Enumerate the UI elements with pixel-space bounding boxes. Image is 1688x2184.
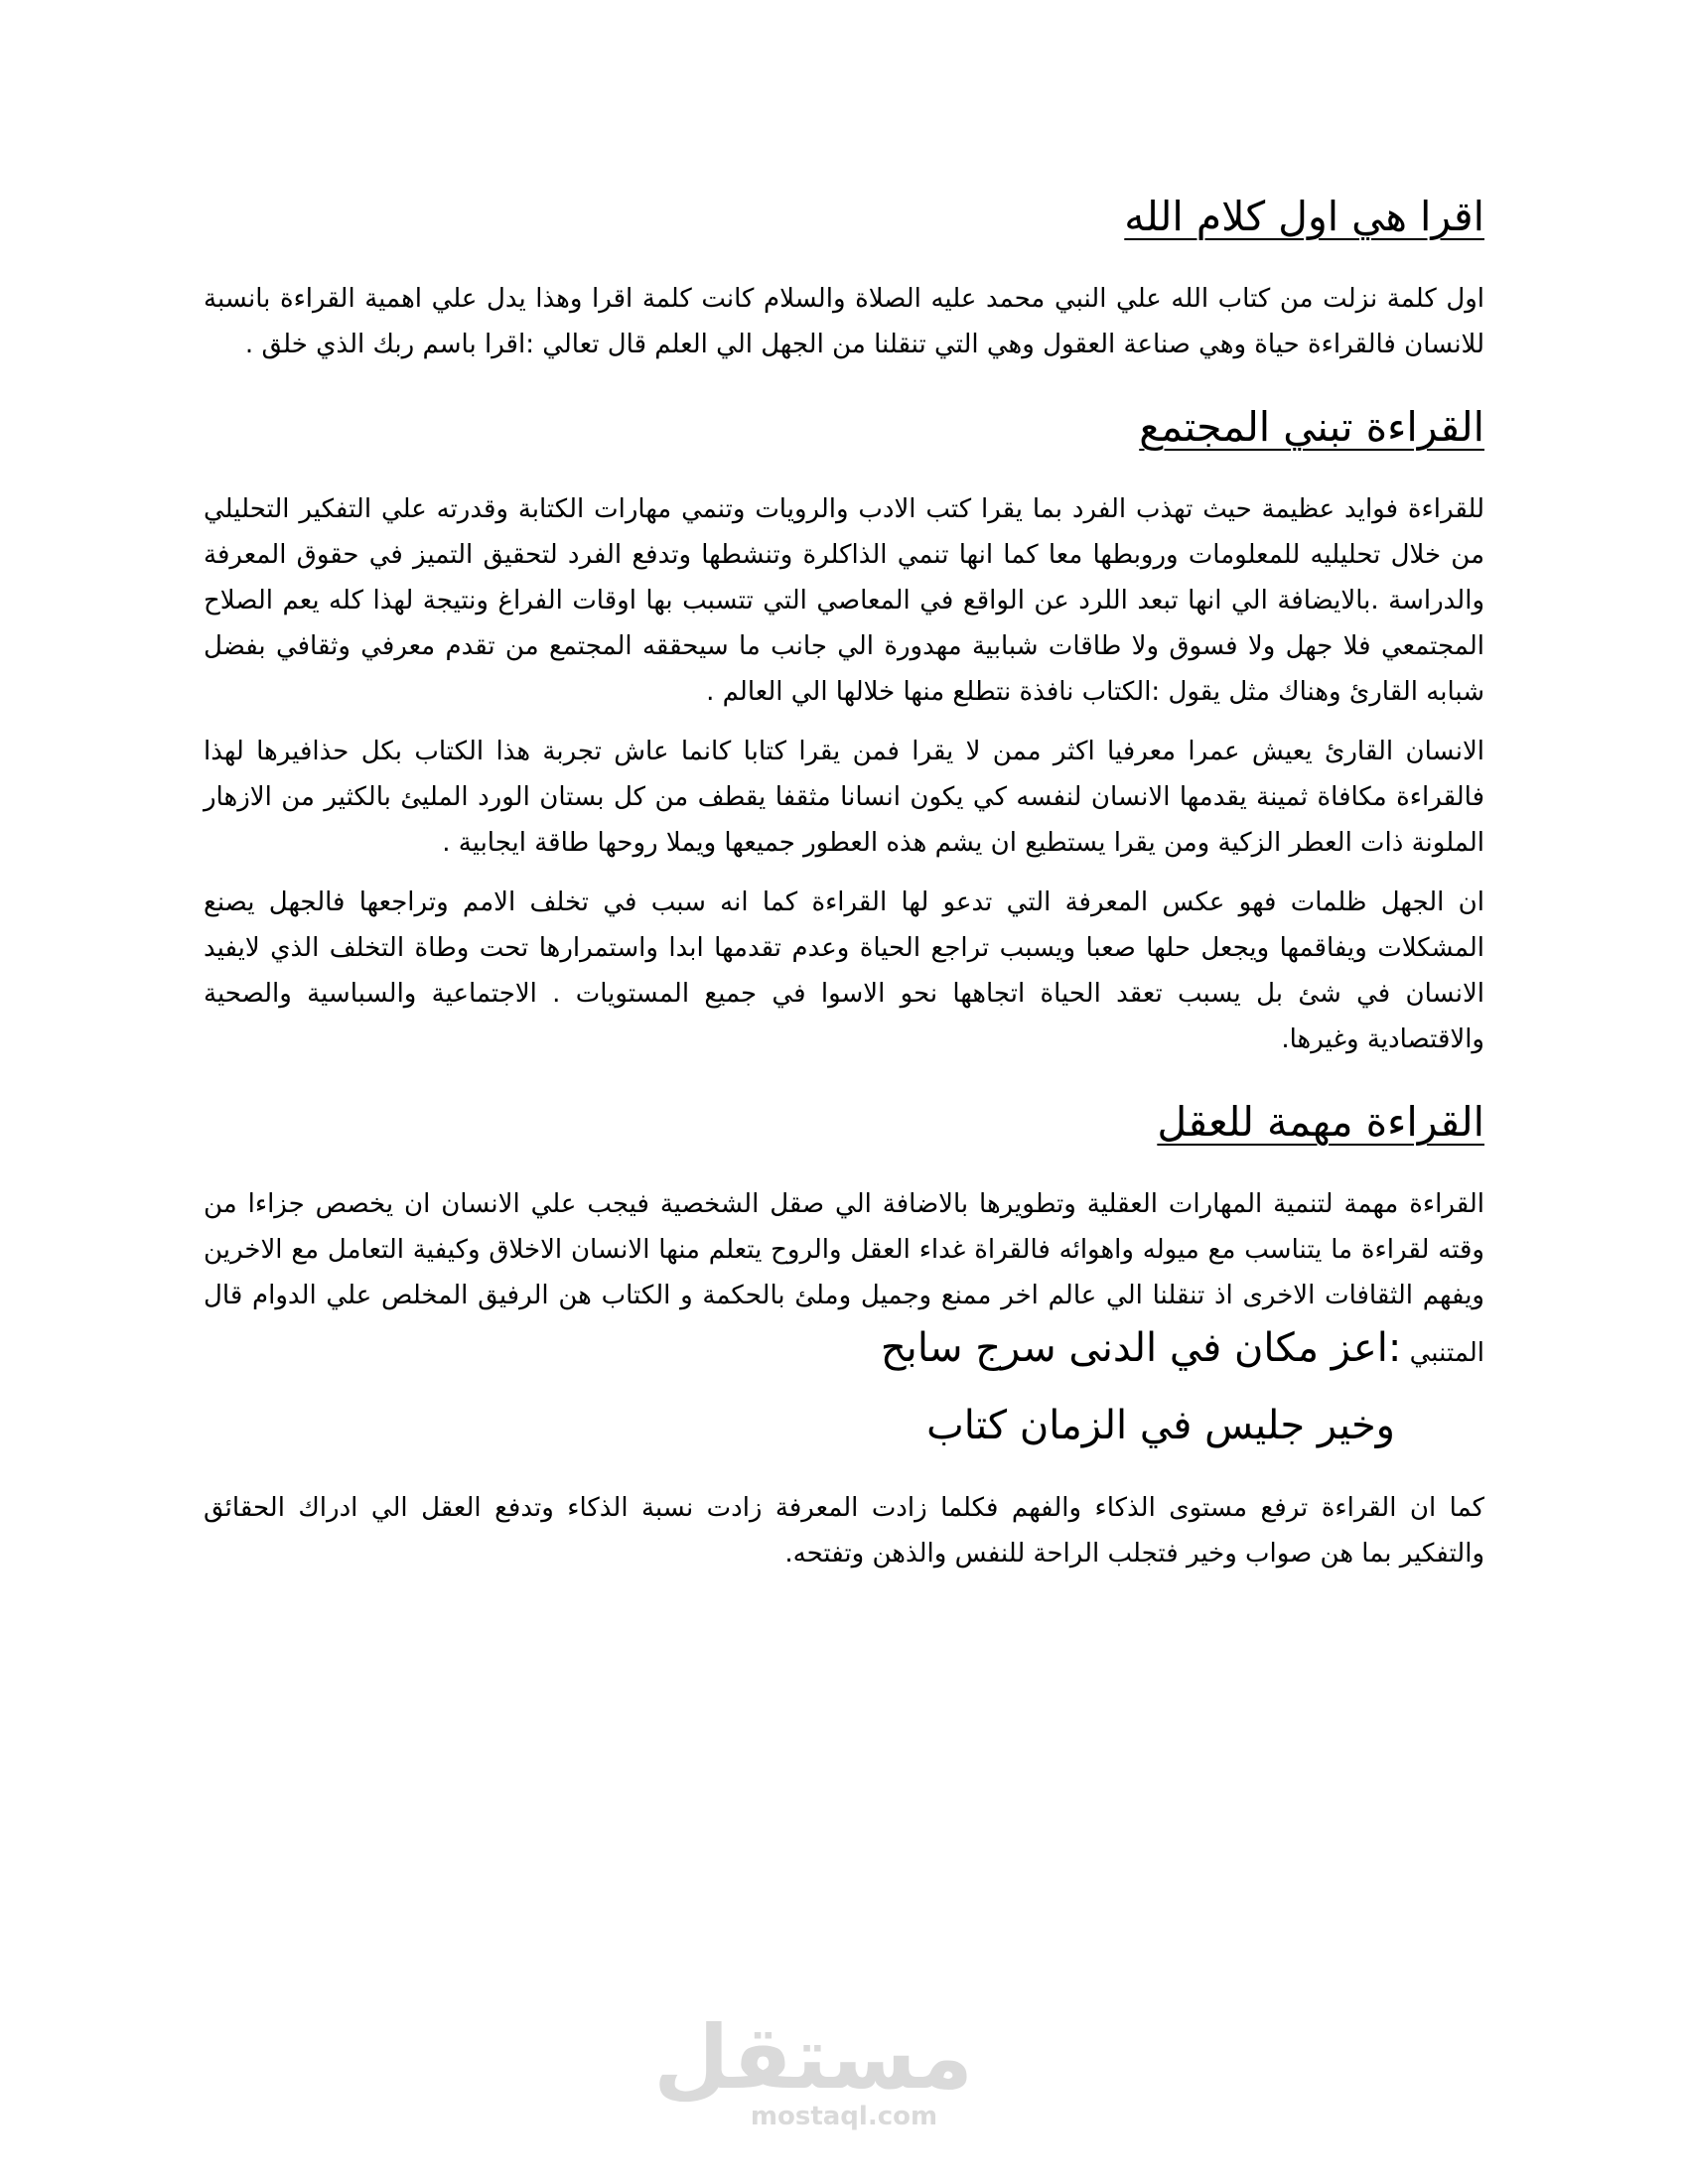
section-3-paragraph bbox=[204, 1181, 1484, 1378]
section-2-heading: القراءة تبني المجتمع bbox=[1139, 403, 1484, 451]
poem-verse-first-half: :اعز مكان في الدنى سرج سابح bbox=[880, 1325, 1402, 1371]
document-body bbox=[204, 187, 1484, 1590]
section-3-closing-paragraph: كما ان القراءة ترفع مستوى الذكاء والفهم فكلما زادت المعرفة زادت نسبة الذكاء وتدفع العقل الي ادراك الحقائق والتفكير بما هن صواب وخير فتجلب الراحة للنفس والذهن وتفتحه. bbox=[204, 1493, 1484, 1569]
section-2-paragraph-2: الانسان القارئ يعيش عمرا معرفيا اكثر ممن لا يقرا فمن يقرا كتابا كانما عاش تجربة هذا الكتاب بكل حذافيرها لهذا فالقراءة مكافاة ثمينة يقدمها الانسان لنفسه كي يكون انسانا مثقفا يقطف من كل بستان الورد المليئ بالكثير من الازهار الملونة ذات العطر الزكية ومن يقرا يستطيع ان يشم هذه العطور جميعها ويملا روحها طاقة ايجابية . bbox=[204, 737, 1484, 858]
section-1-heading: اقرا هي اول كلام الله bbox=[1124, 193, 1484, 240]
watermark-logo-text: مستقل bbox=[653, 2006, 973, 2109]
section-3-paragraph-text: القراءة مهمة لتنمية المهارات العقلية وتطويرها بالاضافة الي صقل الشخصية فيجب علي الانسان ان يخصص جزاءا من وقته لقراءة ما يتناسب مع ميوله واهوائه فالقراة غداء العقل والروح يتعلم منها الانسان الاخلاق وكيفية التعامل مع الاخرين ويفهم الثقافات الاخرى اذ تنقلنا الي عالم اخر ممنع وجميل وملئ بالحكمة و الكتاب هن الرفيق المخلص علي الدوام قال المتنبي bbox=[204, 1189, 1484, 1368]
watermark-site-text: mostaql.com bbox=[750, 2102, 938, 2131]
section-1-paragraph: اول كلمة نزلت من كتاب الله علي النبي محمد عليه الصلاة والسلام كانت كلمة اقرا وهذا يدل علي اهمية القراءة بانسبة للانسان فالقراءة حياة وهي صناعة العقول وهي التي تنقلنا من الجهل الي العلم قال تعالي :اقرا باسم ربك الذي خلق . bbox=[204, 284, 1484, 359]
section-3-heading: القراءة مهمة للعقل bbox=[1157, 1098, 1484, 1146]
poem-verse-second-half: وخير جليس في الزمان كتاب bbox=[926, 1403, 1395, 1448]
mostaql-watermark-logo bbox=[653, 2006, 973, 2131]
section-2-paragraph-1: للقراءة فوايد عظيمة حيث تهذب الفرد بما يقرا كتب الادب والرويات وتنمي مهارات الكتابة وقدرته علي التفكير التحليلي من خلال تحليليه للمعلومات وروبطها معا كما انها تنمي الذاكلرة وتنشطها وتدفع الفرد لتحقيق التميز في حقوق المعرفة والدراسة .بالايضافة الي انها تبعد اللرد عن الواقع في المعاصي التي تتسبب بها اوقات الفراغ ونتيجة لهذا كله يعم الصلاح المجتمعي فلا جهل ولا فسوق ولا طاقات شبابية مهدورة الي جانب ما سيحققه المجتمع من تقدم معرفي وثقافي بفضل شبابه القارئ وهناك مثل يقول :الكتاب نافذة نتطلع منها خلالها الي العالم . bbox=[204, 494, 1484, 707]
section-2-paragraph-3: ان الجهل ظلمات فهو عكس المعرفة التي تدعو لها القراءة كما انه سبب في تخلف الامم وتراجعها فالجهل يصنع المشكلات ويفاقمها ويجعل حلها صعبا ويسبب تراجع الحياة وعدم تقدمها ابدا واستمرارها تحت وطاة التخلف الذي لايفيد الانسان في شئ بل يسبب تعقد الحياة اتجاهها نحو الاسوا في جميع المستويات . الاجتماعية والسباسية والصحية والاقتصادية وغيرها. bbox=[204, 887, 1484, 1054]
